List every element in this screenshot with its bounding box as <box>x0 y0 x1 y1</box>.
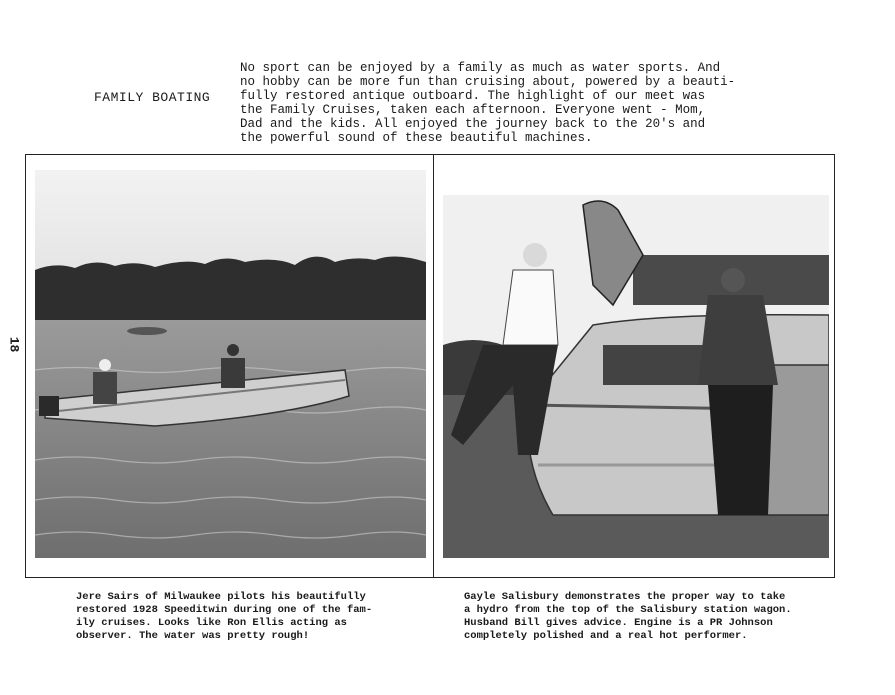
intro-paragraph: No sport can be enjoyed by a family as much as water sports. And no hobby can be more fun than cruising about, powered by a beauti- fully restored antique outboard. The highlight of our meet was the Family Cruises, taken each afternoon. Everyone went - Mom, Dad and the kids. All enjoyed the journey back to the 20's and the powerful sound of these beautiful machines. <box>240 61 736 145</box>
left-photo-caption: Jere Sairs of Milwaukee pilots his beautifully restored 1928 Speeditwin during one of the fam- ily cruises. Looks like Ron Ellis acting as observer. The water was pretty rough! <box>76 591 373 642</box>
right-photo-caption: Gayle Salisbury demonstrates the proper way to take a hydro from the top of the Salisbury station wagon. Husband Bill gives advice. Engine is a PR Johnson completely polished and a real hot performer. <box>464 591 792 642</box>
section-label: FAMILY BOATING <box>94 90 211 105</box>
page-number: 18 <box>6 336 22 353</box>
station-wagon-photo <box>443 195 829 558</box>
boat-photo-illustration <box>35 170 426 558</box>
station-wagon-photo-illustration <box>443 195 829 558</box>
boat-photo <box>35 170 426 558</box>
photo-divider <box>433 154 434 578</box>
